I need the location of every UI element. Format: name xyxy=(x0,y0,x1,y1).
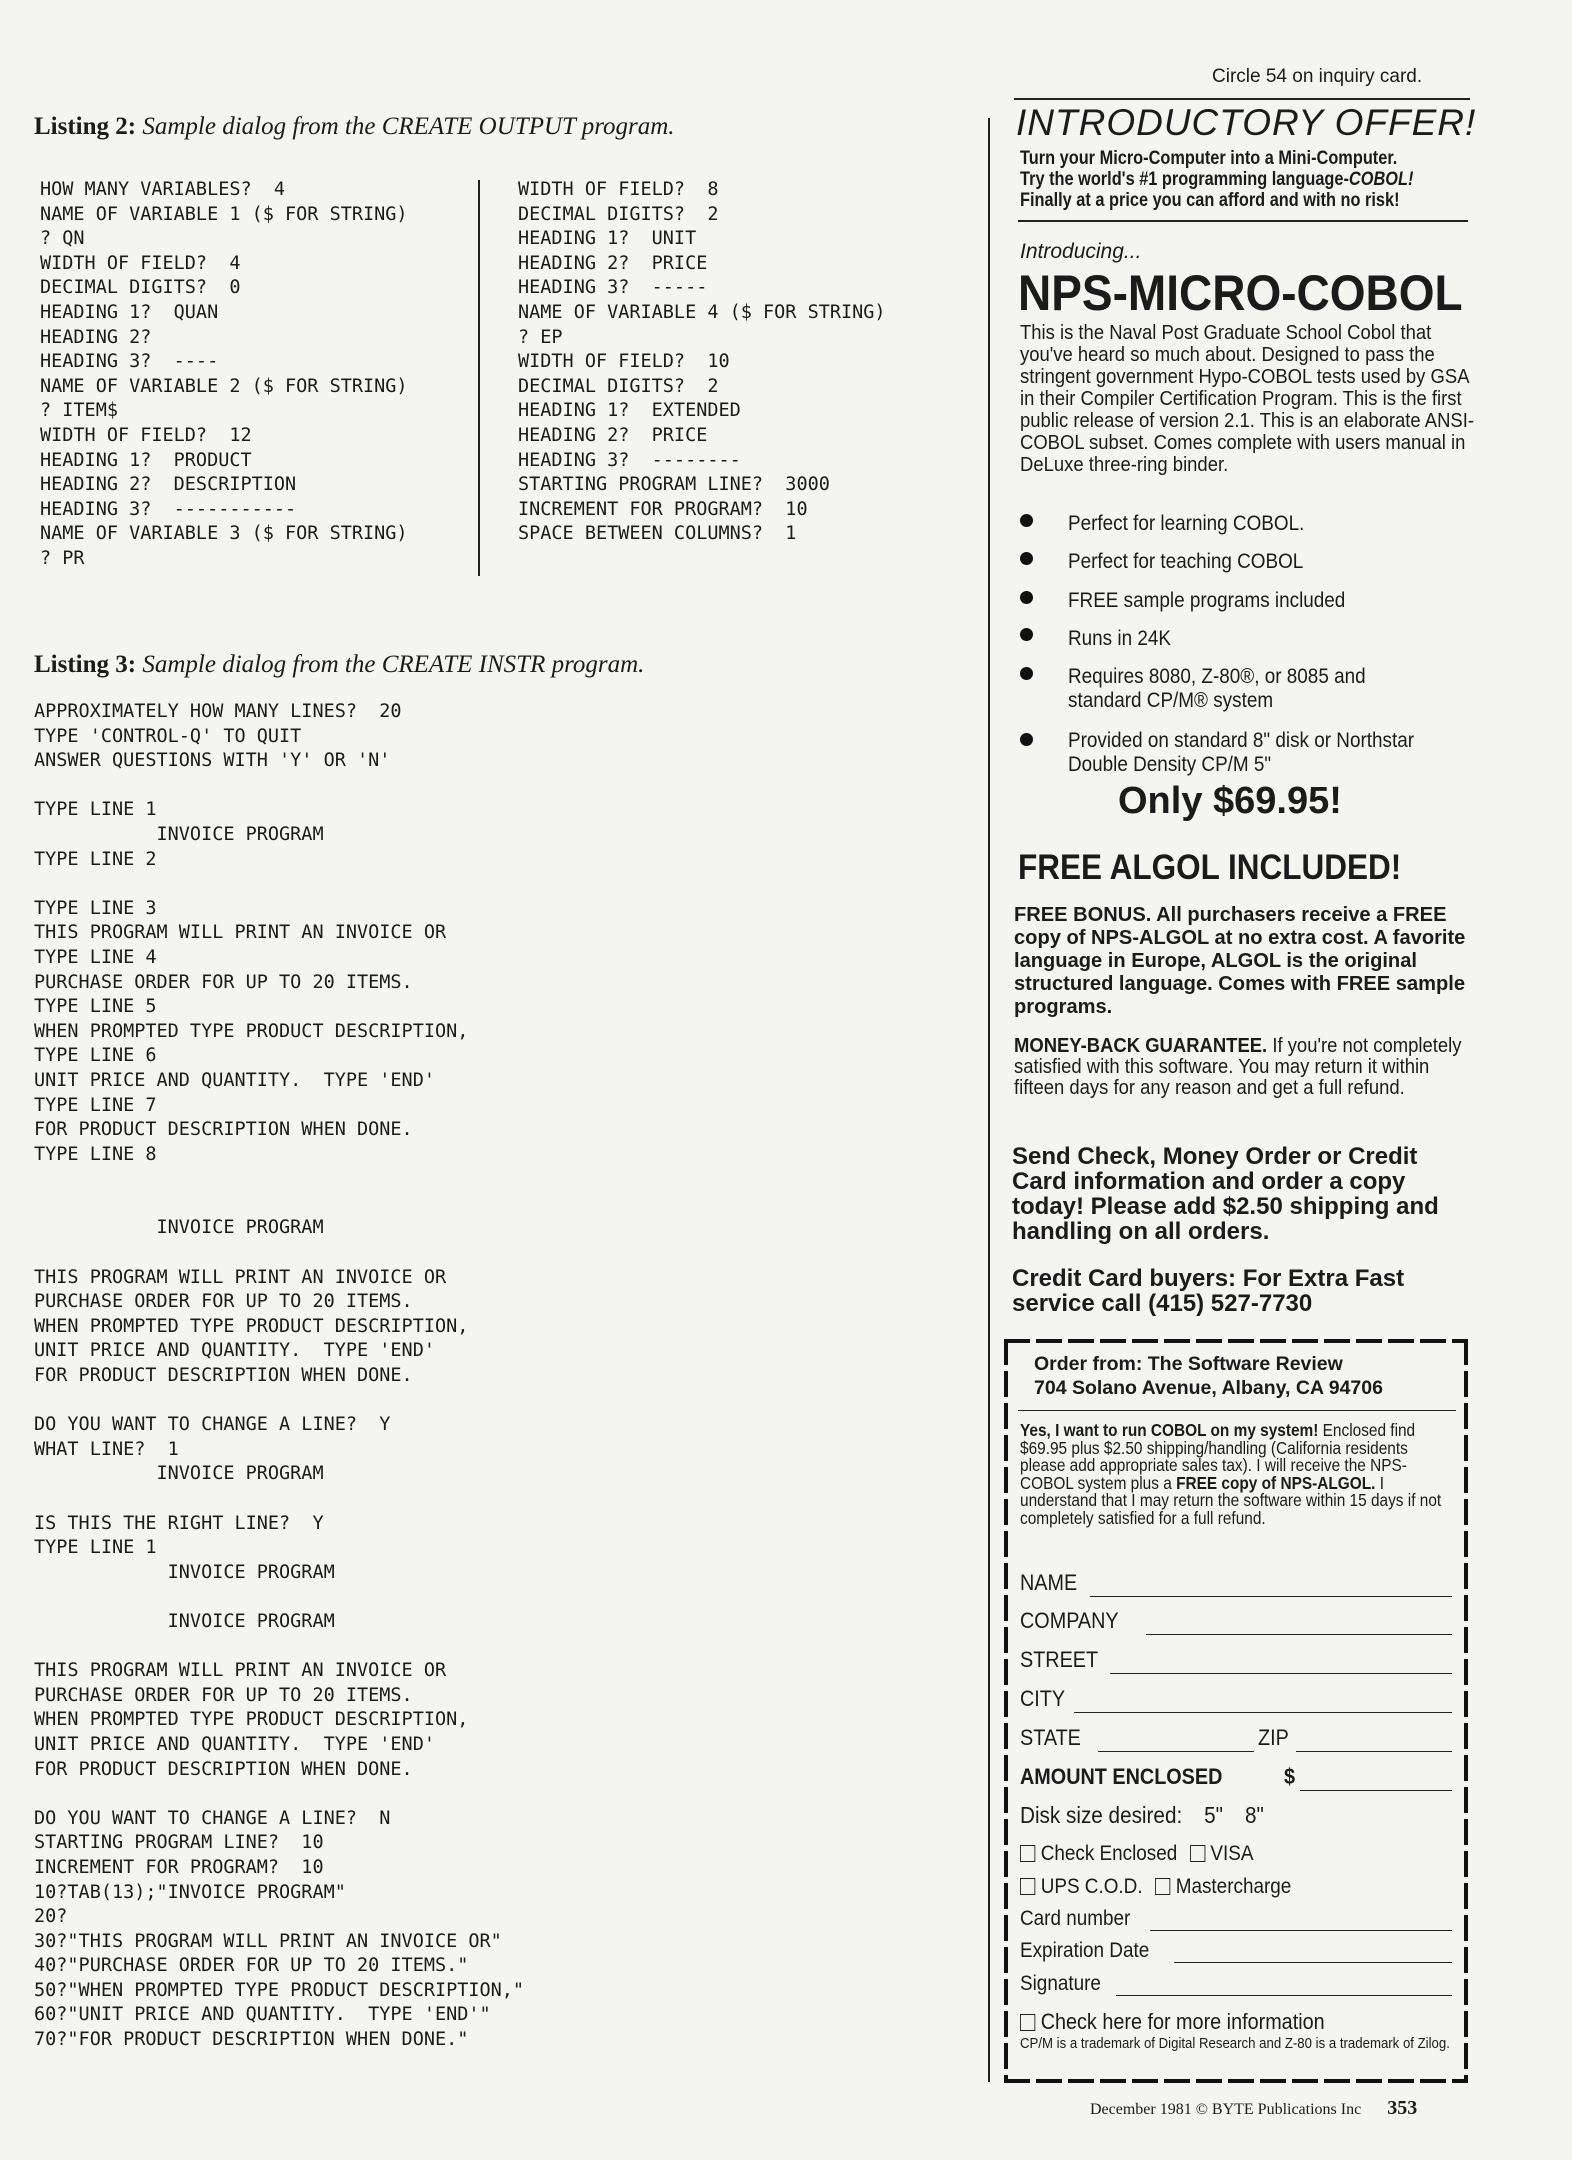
code-line: UNIT PRICE AND QUANTITY. TYPE 'END' xyxy=(34,1340,435,1362)
send-order-text: Send Check, Money Order or Credit Card information and order a copy today! Please add $2.50 shipping and handling on all orders. xyxy=(1012,1143,1439,1245)
order-from-rule xyxy=(1018,1410,1456,1411)
code-line: INVOICE PROGRAM xyxy=(34,823,324,845)
code-line: 50?"WHEN PROMPTED TYPE PRODUCT DESCRIPTION," xyxy=(34,1979,525,2001)
code-line: THIS PROGRAM WILL PRINT AN INVOICE OR xyxy=(34,922,447,944)
check-enclosed-checkbox[interactable] xyxy=(1020,1845,1035,1862)
tagline-2-text: Try the world's #1 programming language- xyxy=(1020,169,1349,190)
expiration-label: Expiration Date xyxy=(1020,1939,1150,1962)
order-from-address xyxy=(1034,1352,1383,1400)
bullet-item: FREE sample programs included xyxy=(1068,589,1346,612)
listing-3-code xyxy=(34,700,524,2053)
mastercharge-checkbox[interactable] xyxy=(1155,1878,1170,1895)
order-from-line-1: Order from: The Software Review xyxy=(1034,1353,1343,1375)
order-terms-text-2: I understand that I may return the software within 15 days if not completely satisfied for a full refund. xyxy=(1020,1472,1442,1528)
order-form-border xyxy=(1464,1339,1468,2083)
page-footer xyxy=(1090,2097,1417,2120)
code-line: NAME OF VARIABLE 1 ($ FOR STRING) xyxy=(40,203,408,225)
bullet-dot xyxy=(1020,552,1033,565)
guarantee-label: MONEY-BACK GUARANTEE. xyxy=(1014,1034,1268,1057)
expiration-field[interactable] xyxy=(1174,1962,1452,1963)
code-line: TYPE LINE 1 xyxy=(34,799,157,821)
order-form-border xyxy=(1004,1339,1468,1343)
listing-2-left-column xyxy=(40,178,408,572)
code-line: THIS PROGRAM WILL PRINT AN INVOICE OR xyxy=(34,1266,447,1288)
disk-size xyxy=(1020,1802,1264,1829)
code-line xyxy=(34,1192,524,1217)
code-line: ? ITEM$ xyxy=(40,400,118,422)
listing-2-label: Listing 2: xyxy=(34,113,137,140)
code-line: SPACE BETWEEN COLUMNS? 1 xyxy=(518,523,797,545)
code-line: TYPE LINE 6 xyxy=(34,1045,157,1067)
code-line: INVOICE PROGRAM xyxy=(34,1610,335,1632)
code-line: UNIT PRICE AND QUANTITY. TYPE 'END' xyxy=(34,1069,435,1091)
code-line: PURCHASE ORDER FOR UP TO 20 ITEMS. xyxy=(34,971,413,993)
code-line: DECIMAL DIGITS? 0 xyxy=(40,277,241,299)
order-terms-text: Enclosed find $69.95 plus $2.50 shipping/handling (California residents please add appropriate sales tax). I will receive the NPS-COBOL system plus a xyxy=(1020,1420,1416,1493)
credit-card-text: Credit Card buyers: For Extra Fast service call (415) 527-7730 xyxy=(1012,1265,1405,1317)
introductory-offer-heading: INTRODUCTORY OFFER! xyxy=(1016,102,1477,143)
product-description: This is the Naval Post Graduate School Cobol that you've heard so much about. Designed to pass the stringent government Hypo-COBOL tests used by GSA in their Compiler Certification Program. This is the first public release of version 2.1. This is an elaborate ANSI-COBOL subset. Comes complete with users manual in DeLuxe three-ring binder. xyxy=(1020,321,1474,476)
tagline-3: Finally at a price you can afford and with no risk! xyxy=(1020,190,1400,211)
dollar-sign: $ xyxy=(1284,1764,1296,1789)
code-line: INCREMENT FOR PROGRAM? 10 xyxy=(34,1856,324,1878)
ad-left-border xyxy=(988,118,990,2082)
tagline-rule xyxy=(1018,220,1468,222)
code-line: THIS PROGRAM WILL PRINT AN INVOICE OR xyxy=(34,1660,447,1682)
algol-heading: FREE ALGOL INCLUDED! xyxy=(1018,848,1402,887)
visa-label: VISA xyxy=(1210,1842,1254,1865)
code-line: FOR PRODUCT DESCRIPTION WHEN DONE. xyxy=(34,1119,413,1141)
code-line: HEADING 1? EXTENDED xyxy=(518,400,741,422)
code-line: IS THIS THE RIGHT LINE? Y xyxy=(34,1512,324,1534)
check-enclosed-label: Check Enclosed xyxy=(1040,1842,1178,1865)
code-line: TYPE LINE 1 xyxy=(34,1537,157,1559)
page-number: 353 xyxy=(1387,2097,1418,2119)
card-number-field[interactable] xyxy=(1150,1930,1452,1931)
code-line: TYPE 'CONTROL-Q' TO QUIT xyxy=(34,725,302,747)
amount-label: AMOUNT ENCLOSED xyxy=(1020,1764,1223,1789)
code-line: HEADING 1? PRODUCT xyxy=(40,449,252,471)
code-line xyxy=(34,1585,524,1610)
disk-size-5[interactable]: 5" xyxy=(1204,1802,1224,1828)
code-line: HEADING 3? ----------- xyxy=(40,498,297,520)
payment-row-2 xyxy=(1020,1875,1291,1899)
more-info-checkbox[interactable] xyxy=(1020,2014,1035,2031)
code-line: TYPE LINE 4 xyxy=(34,946,157,968)
trademark-note: CP/M is a trademark of Digital Research and Z-80 is a trademark of Zilog. xyxy=(1020,2035,1450,2052)
price: Only $69.95! xyxy=(1118,780,1342,822)
bullet-dot xyxy=(1020,667,1033,680)
code-line xyxy=(34,1241,524,1266)
code-line: HEADING 3? ----- xyxy=(518,277,708,299)
listing-2-caption xyxy=(34,113,675,141)
code-line: PURCHASE ORDER FOR UP TO 20 ITEMS. xyxy=(34,1684,413,1706)
code-line: WIDTH OF FIELD? 4 xyxy=(40,252,241,274)
code-line: INVOICE PROGRAM xyxy=(34,1217,324,1239)
code-line: WHAT LINE? 1 xyxy=(34,1438,179,1460)
tagline-2-cobol: COBOL! xyxy=(1348,169,1414,190)
code-line: NAME OF VARIABLE 4 ($ FOR STRING) xyxy=(518,301,886,323)
code-line xyxy=(34,774,524,799)
inquiry-card-note: Circle 54 on inquiry card. xyxy=(1212,66,1423,87)
company-field[interactable] xyxy=(1146,1634,1452,1635)
code-line: TYPE LINE 8 xyxy=(34,1143,157,1165)
bonus-text: FREE BONUS. All purchasers receive a FREE copy of NPS-ALGOL at no extra cost. A favorite language in Europe, ALGOL is the original structured language. Comes with FREE sample programs. xyxy=(1014,903,1466,1018)
order-form-border xyxy=(1004,2079,1468,2083)
listing-3-caption-text: Sample dialog from the CREATE INSTR program. xyxy=(142,651,645,678)
zip-field[interactable] xyxy=(1296,1751,1452,1752)
street-field[interactable] xyxy=(1110,1673,1452,1674)
code-line: INCREMENT FOR PROGRAM? 10 xyxy=(518,498,808,520)
code-line: 40?"PURCHASE ORDER FOR UP TO 20 ITEMS." xyxy=(34,1955,469,1977)
code-line xyxy=(34,1389,524,1414)
city-label: CITY xyxy=(1020,1686,1066,1711)
amount-field[interactable] xyxy=(1300,1790,1452,1791)
tagline-1: Turn your Micro-Computer into a Mini-Computer. xyxy=(1020,148,1398,169)
code-line: HEADING 2? PRICE xyxy=(518,424,708,446)
code-line: 30?"THIS PROGRAM WILL PRINT AN INVOICE OR" xyxy=(34,1930,502,1952)
order-terms-free-copy: FREE copy of NPS-ALGOL. xyxy=(1176,1472,1376,1493)
order-terms-yes: Yes, I want to run COBOL on my system! xyxy=(1020,1420,1319,1440)
bullet-item: Perfect for learning COBOL. xyxy=(1068,512,1305,535)
bullet-dot xyxy=(1020,514,1033,527)
code-line: WIDTH OF FIELD? 12 xyxy=(40,424,252,446)
listing-3-caption xyxy=(34,651,644,679)
code-line: NAME OF VARIABLE 2 ($ FOR STRING) xyxy=(40,375,408,397)
card-number-label: Card number xyxy=(1020,1907,1131,1930)
more-info-row xyxy=(1020,2009,1325,2035)
city-field[interactable] xyxy=(1074,1712,1452,1713)
code-line: APPROXIMATELY HOW MANY LINES? 20 xyxy=(34,701,402,722)
order-from-line-2: 704 Solano Avenue, Albany, CA 94706 xyxy=(1034,1377,1383,1399)
code-line: DECIMAL DIGITS? 2 xyxy=(518,375,719,397)
code-line: WIDTH OF FIELD? 10 xyxy=(518,351,730,373)
code-line: FOR PRODUCT DESCRIPTION WHEN DONE. xyxy=(34,1365,413,1387)
tagline-2 xyxy=(1020,169,1484,190)
code-line: STARTING PROGRAM LINE? 10 xyxy=(34,1832,324,1854)
name-field[interactable] xyxy=(1090,1596,1452,1597)
code-line: UNIT PRICE AND QUANTITY. TYPE 'END' xyxy=(34,1733,435,1755)
bullet-dot xyxy=(1020,733,1033,746)
product-title: NPS-MICRO-COBOL xyxy=(1018,265,1463,321)
code-line: PURCHASE ORDER FOR UP TO 20 ITEMS. xyxy=(34,1291,413,1313)
code-line: WHEN PROMPTED TYPE PRODUCT DESCRIPTION, xyxy=(34,1709,469,1731)
code-line: HEADING 2? PRICE xyxy=(518,252,708,274)
guarantee xyxy=(1014,1035,1464,1098)
code-line: HEADING 3? ---- xyxy=(40,351,219,373)
code-line xyxy=(34,872,524,897)
street-label: STREET xyxy=(1020,1647,1099,1672)
code-line: HEADING 2? xyxy=(40,326,152,348)
bullet-dot xyxy=(1020,591,1033,604)
code-line: 70?"FOR PRODUCT DESCRIPTION WHEN DONE." xyxy=(34,2029,469,2051)
code-line: DECIMAL DIGITS? 2 xyxy=(518,203,719,225)
code-line: ? PR xyxy=(40,547,85,569)
code-line xyxy=(34,1635,524,1660)
bullet-item: Perfect for teaching COBOL xyxy=(1068,550,1304,573)
visa-checkbox[interactable] xyxy=(1190,1845,1205,1862)
code-line: INVOICE PROGRAM xyxy=(34,1463,324,1485)
more-info-label: Check here for more information xyxy=(1040,2009,1325,2034)
company-label: COMPANY xyxy=(1020,1608,1119,1633)
code-line: TYPE LINE 2 xyxy=(34,848,157,870)
listing-3-label: Listing 3: xyxy=(34,651,137,678)
code-line: WHEN PROMPTED TYPE PRODUCT DESCRIPTION, xyxy=(34,1315,469,1337)
footer-issue: December 1981 © BYTE Publications Inc xyxy=(1090,2101,1362,2118)
disk-size-8[interactable]: 8" xyxy=(1244,1802,1264,1828)
code-line: HOW MANY VARIABLES? 4 xyxy=(40,179,286,200)
order-form-border xyxy=(1004,1339,1008,2083)
bullet-dot xyxy=(1020,628,1033,641)
payment-row-1 xyxy=(1020,1842,1254,1866)
ad-top-rule xyxy=(1014,98,1470,100)
bullet-item: Requires 8080, Z-80®, or 8085 and standard CP/M® system xyxy=(1068,665,1366,712)
mastercharge-label: Mastercharge xyxy=(1175,1875,1292,1898)
code-line: ? QN xyxy=(40,228,85,250)
code-line: TYPE LINE 7 xyxy=(34,1094,157,1116)
code-line: 60?"UNIT PRICE AND QUANTITY. TYPE 'END'" xyxy=(34,2004,491,2026)
code-line: ? EP xyxy=(518,326,563,348)
code-line: INVOICE PROGRAM xyxy=(34,1561,335,1583)
code-line: HEADING 1? UNIT xyxy=(518,228,697,250)
guarantee-text: If you're not completely satisfied with this software. You may return it within fifteen days for any reason and get a full refund. xyxy=(1014,1034,1462,1099)
ups-cod-label: UPS C.O.D. xyxy=(1040,1875,1143,1898)
bullet-item: Runs in 24K xyxy=(1068,627,1171,650)
listing-2-right-column xyxy=(518,178,886,547)
code-line: DO YOU WANT TO CHANGE A LINE? N xyxy=(34,1807,391,1829)
listing-2-caption-text: Sample dialog from the CREATE OUTPUT program. xyxy=(142,113,675,140)
disk-size-label: Disk size desired: xyxy=(1020,1802,1183,1828)
ups-cod-checkbox[interactable] xyxy=(1020,1878,1035,1895)
code-line: DO YOU WANT TO CHANGE A LINE? Y xyxy=(34,1414,391,1436)
code-line: ANSWER QUESTIONS WITH 'Y' OR 'N' xyxy=(34,750,391,772)
code-line: HEADING 3? -------- xyxy=(518,449,741,471)
code-line: WHEN PROMPTED TYPE PRODUCT DESCRIPTION, xyxy=(34,1020,469,1042)
code-line: HEADING 1? QUAN xyxy=(40,301,219,323)
code-line xyxy=(34,1782,524,1807)
code-line: WIDTH OF FIELD? 8 xyxy=(518,179,719,200)
code-line: TYPE LINE 5 xyxy=(34,996,157,1018)
bullet-item: Provided on standard 8" disk or Northstar Double Density CP/M 5" xyxy=(1068,729,1415,776)
code-line: 20? xyxy=(34,1906,68,1928)
signature-field[interactable] xyxy=(1116,1995,1452,1996)
state-label: STATE xyxy=(1020,1725,1081,1750)
signature-label: Signature xyxy=(1020,1972,1101,1995)
introducing-label: Introducing... xyxy=(1020,240,1142,263)
listing-2-column-divider xyxy=(478,180,480,576)
code-line: 10?TAB(13);"INVOICE PROGRAM" xyxy=(34,1881,346,1903)
order-terms xyxy=(1020,1422,1451,1527)
code-line: HEADING 2? DESCRIPTION xyxy=(40,474,297,496)
code-line: NAME OF VARIABLE 3 ($ FOR STRING) xyxy=(40,523,408,545)
zip-label: ZIP xyxy=(1258,1725,1289,1750)
state-field[interactable] xyxy=(1098,1751,1254,1752)
code-line: STARTING PROGRAM LINE? 3000 xyxy=(518,474,830,496)
code-line: FOR PRODUCT DESCRIPTION WHEN DONE. xyxy=(34,1758,413,1780)
code-line xyxy=(34,1167,524,1192)
name-label: NAME xyxy=(1020,1570,1078,1595)
code-line: TYPE LINE 3 xyxy=(34,897,157,919)
code-line xyxy=(34,1487,524,1512)
